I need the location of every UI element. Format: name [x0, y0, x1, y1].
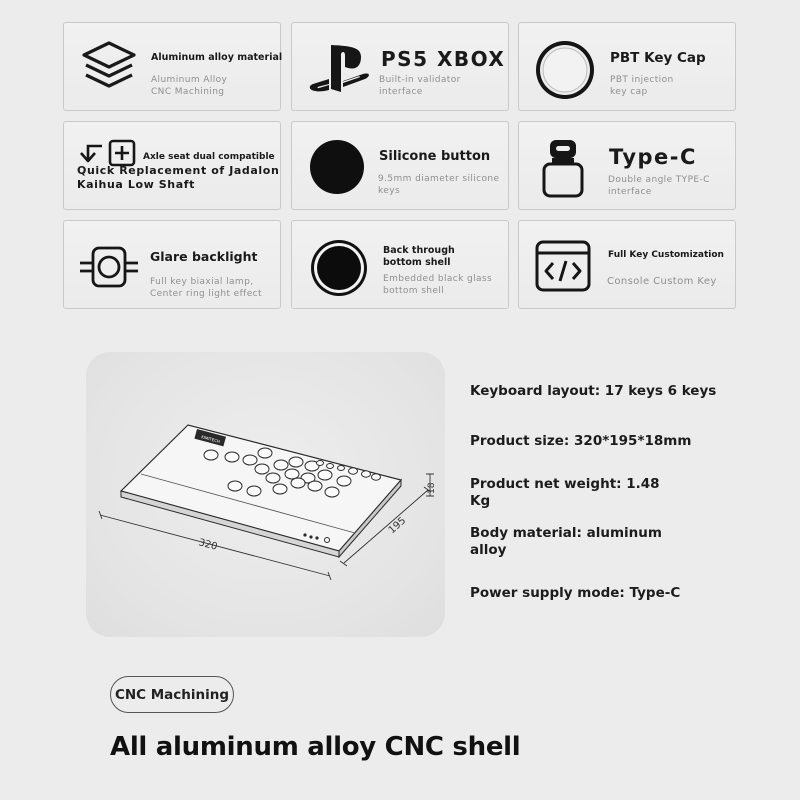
spec-net-weight: Product net weight: 1.48 Kg [470, 476, 660, 509]
depth-dimension-label: 195 [386, 515, 409, 537]
feature-title: Full Key Customization [608, 250, 724, 260]
feature-subtitle: Quick Replacement of Jadalon Kaihua Low Shaft [77, 164, 280, 191]
feature-subtitle: Aluminum Alloy CNC Machining [151, 75, 228, 97]
feature-title: PBT Key Cap [610, 50, 706, 66]
feature-card-customization [518, 220, 736, 309]
keycap-ring-icon [533, 38, 597, 102]
feature-title: Silicone button [379, 149, 491, 164]
spec-keyboard-layout: Keyboard layout: 17 keys 6 keys [470, 383, 717, 399]
feature-subtitle: Embedded black glass bottom shell [383, 274, 493, 296]
feature-title: Axle seat dual compatible [143, 152, 275, 162]
feature-title: Back through bottom shell [383, 245, 455, 268]
feature-subtitle: 9.5mm diameter silicone keys [378, 174, 500, 196]
height-dimension-label: 18 [427, 482, 437, 494]
feature-subtitle: Console Custom Key [607, 276, 717, 287]
feature-card-silicone [291, 121, 509, 210]
glass-button-icon [309, 238, 369, 298]
feature-title: Type-C [609, 145, 697, 169]
feature-subtitle: PBT injection key cap [610, 75, 674, 97]
playstation-logo-icon [307, 43, 371, 95]
layers-icon [78, 39, 140, 93]
feature-card-pbt [518, 22, 736, 111]
feature-subtitle: Double angle TYPE-C interface [608, 175, 710, 197]
feature-subtitle: Full key biaxial lamp, Center ring light effect [150, 277, 262, 299]
feature-title: Aluminum alloy material [151, 52, 283, 63]
code-window-icon [534, 239, 592, 293]
feature-card-bottom-shell [291, 220, 509, 309]
feature-card-aluminum [63, 22, 281, 111]
spec-body-material: Body material: aluminum alloy [470, 525, 662, 558]
brand-label: KIMITECH [200, 434, 221, 444]
backlight-icon [78, 245, 140, 289]
feature-card-typec [518, 121, 736, 210]
cnc-machining-tag: CNC Machining [110, 676, 234, 713]
feature-subtitle: Built-in validator interface [379, 75, 461, 97]
fight-stick-illustration [86, 352, 445, 637]
feature-card-axle-seat [63, 121, 281, 210]
product-photo [86, 352, 445, 637]
width-dimension-label: 320 [197, 537, 219, 553]
feature-card-backlight [63, 220, 281, 309]
feature-title: Glare backlight [150, 249, 258, 264]
spec-product-size: Product size: 320*195*18mm [470, 433, 692, 449]
headline: All aluminum alloy CNC shell [110, 732, 521, 762]
feature-card-ps5-xbox [291, 22, 509, 111]
feature-title: PS5 XBOX [381, 47, 506, 71]
usb-c-icon [541, 138, 585, 200]
silicone-button-icon [310, 140, 364, 194]
spec-power-supply: Power supply mode: Type-C [470, 585, 681, 601]
